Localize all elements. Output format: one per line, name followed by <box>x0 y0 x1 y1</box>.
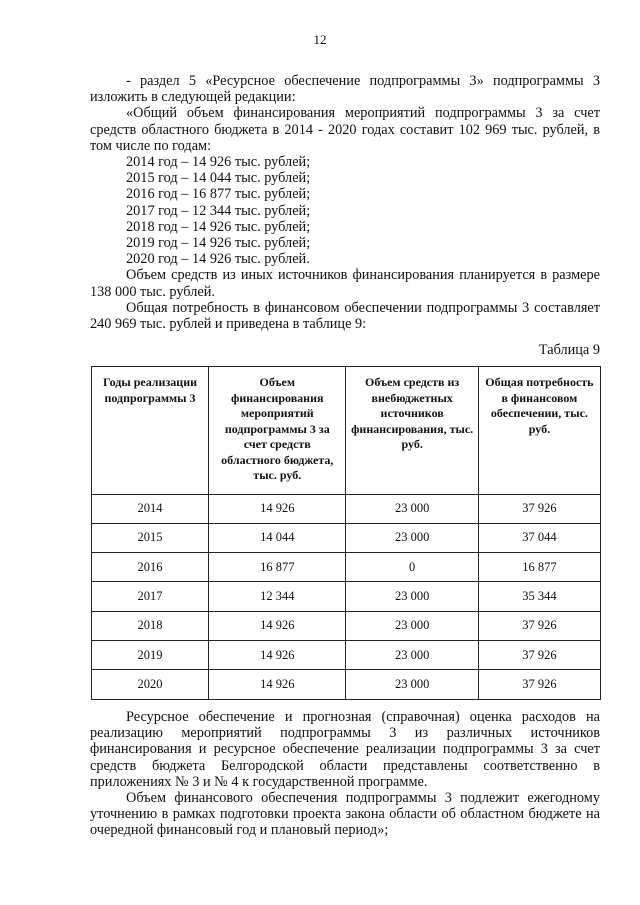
cell-extrabudgetary: 23 000 <box>346 611 478 640</box>
financing-table <box>91 366 601 700</box>
page-number: 12 <box>313 32 327 47</box>
closing-section <box>90 709 600 839</box>
cell-year: 2015 <box>92 523 209 552</box>
header-years: Годы реализации подпрограммы 3 <box>92 367 209 495</box>
cell-total: 37 926 <box>478 611 600 640</box>
cell-total: 35 344 <box>478 582 600 611</box>
year-line: 2015 год – 14 044 тыс. рублей; <box>126 170 311 187</box>
year-line: 2014 год – 14 926 тыс. рублей; <box>126 154 311 171</box>
cell-extrabudgetary: 23 000 <box>346 640 478 669</box>
table-header-row <box>92 367 601 495</box>
table-row <box>92 640 601 669</box>
intro-paragraph-1: - раздел 5 «Ресурсное обеспечение подпрограммы 3» подпрограммы 3 изложить в следующей редакции: <box>90 73 600 106</box>
year-line: 2019 год – 14 926 тыс. рублей; <box>126 235 311 252</box>
cell-total: 16 877 <box>478 553 600 582</box>
cell-year: 2019 <box>92 640 209 669</box>
cell-regional-budget: 12 344 <box>209 582 346 611</box>
table-row <box>92 494 601 523</box>
cell-regional-budget: 14 926 <box>209 494 346 523</box>
cell-total: 37 926 <box>478 640 600 669</box>
cell-total: 37 926 <box>478 670 600 699</box>
table-row <box>92 553 601 582</box>
cell-year: 2016 <box>92 553 209 582</box>
table-row <box>92 670 601 699</box>
cell-extrabudgetary: 23 000 <box>346 494 478 523</box>
cell-regional-budget: 14 926 <box>209 611 346 640</box>
header-regional-budget: Объем финансирования мероприятий подпрограммы 3 за счет средств областного бюджета, тыс. руб. <box>209 367 346 495</box>
cell-year: 2020 <box>92 670 209 699</box>
resource-paragraph: Ресурсное обеспечение и прогнозная (справочная) оценка расходов на реализацию мероприятий подпрограммы 3 из различных источников финансирования и ресурсное обеспечение реализации подпрограммы 3 за счет средств бюджета Белгородской области представлены соответственно в приложениях № 3 и № 4 к государственной программе. <box>90 709 600 790</box>
total-need-paragraph: Общая потребность в финансовом обеспечении подпрограммы 3 составляет 240 969 тыс. рублей и приведена в таблице 9: <box>90 299 600 333</box>
cell-extrabudgetary: 23 000 <box>346 582 478 611</box>
year-line: 2020 год – 14 926 тыс. рублей. <box>126 251 310 268</box>
cell-year: 2017 <box>92 582 209 611</box>
cell-total: 37 044 <box>478 523 600 552</box>
table-row <box>92 582 601 611</box>
table-row <box>92 523 601 552</box>
cell-regional-budget: 14 044 <box>209 523 346 552</box>
intro-paragraph-2: «Общий объем финансирования мероприятий подпрограммы 3 за счет средств областного бюджета в 2014 - 2020 годах составит 102 969 тыс. рублей, в том числе по годам: <box>90 105 600 154</box>
cell-extrabudgetary: 23 000 <box>346 523 478 552</box>
year-line: 2016 год – 16 877 тыс. рублей; <box>126 186 311 203</box>
cell-total: 37 926 <box>478 494 600 523</box>
table-caption: Таблица 9 <box>538 342 600 358</box>
cell-extrabudgetary: 0 <box>346 553 478 582</box>
intro-section <box>90 73 600 332</box>
cell-regional-budget: 14 926 <box>209 640 346 669</box>
cell-year: 2018 <box>92 611 209 640</box>
cell-regional-budget: 16 877 <box>209 553 346 582</box>
header-total-need: Общая потребность в финансовом обеспечении, тыс. руб. <box>478 367 600 495</box>
cell-regional-budget: 14 926 <box>209 670 346 699</box>
other-sources-paragraph: Объем средств из иных источников финансирования планируется в размере 138 000 тыс. рублей. <box>90 267 600 300</box>
year-line: 2017 год – 12 344 тыс. рублей; <box>126 202 311 219</box>
table-row <box>92 611 601 640</box>
cell-year: 2014 <box>92 494 209 523</box>
header-extrabudgetary: Объем средств из внебюджетных источников финансирования, тыс. руб. <box>346 367 478 495</box>
annual-update-paragraph: Объем финансового обеспечения подпрограммы 3 подлежит ежегодному уточнению в рамках подготовки проекта закона области об областном бюджете на очередной финансовый год и плановый период»; <box>90 790 600 839</box>
year-line: 2018 год – 14 926 тыс. рублей; <box>126 218 311 235</box>
cell-extrabudgetary: 23 000 <box>346 670 478 699</box>
